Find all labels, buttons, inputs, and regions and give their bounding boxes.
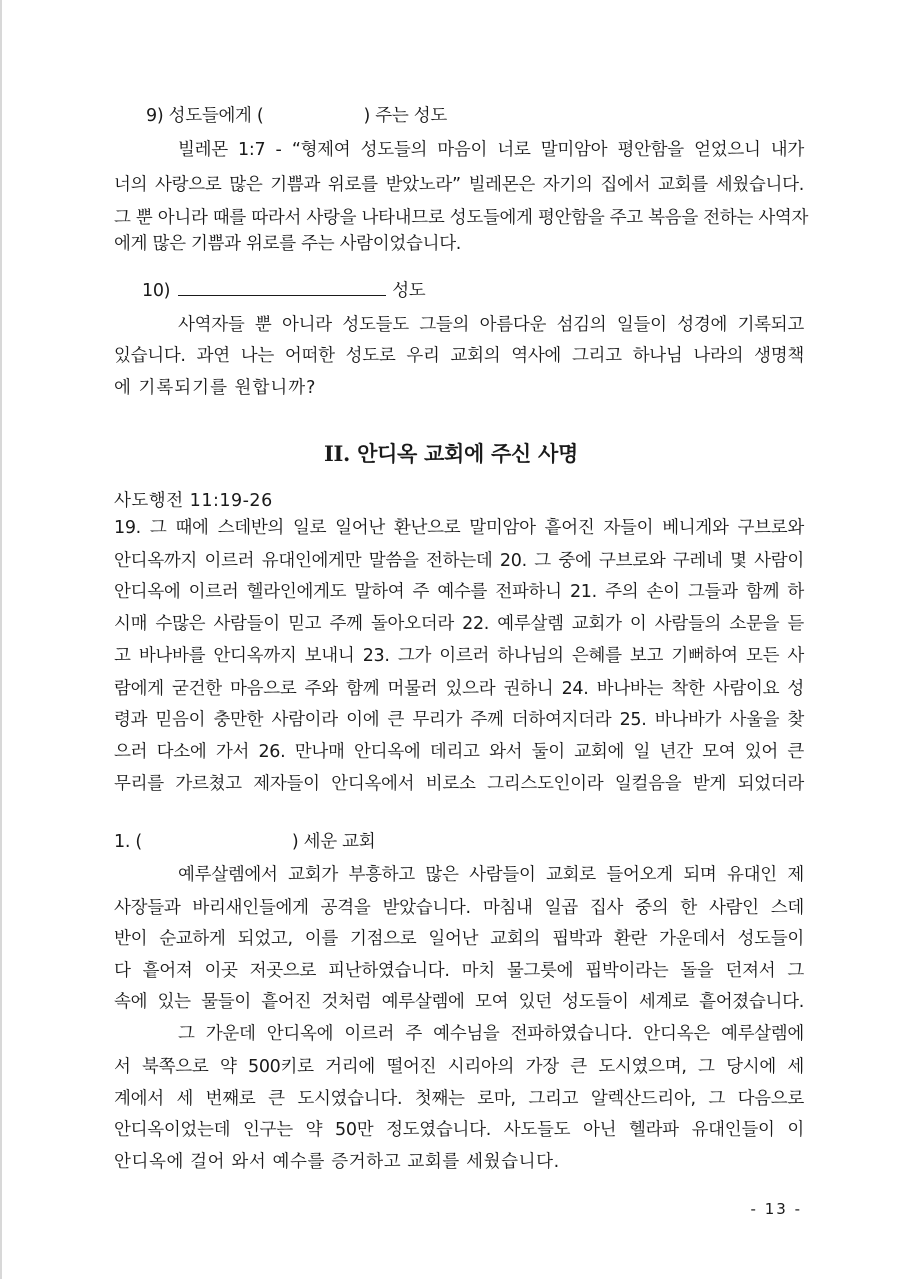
scripture-line-6: 람에게 굳건한 마음으로 주와 함께 머물러 있으라 권하니 24. 바나바는 착한 사람이요 성 xyxy=(114,679,804,699)
point1-line-1: 예루살렘에서 교회가 부흥하고 많은 사람들이 교회로 들어오게 되며 유대인 제 xyxy=(178,865,804,885)
item10-number: 10) xyxy=(142,281,171,301)
scripture-line-3: 안디옥에 이르러 헬라인에게도 말하여 주 예수를 전파하니 21. 주의 손이 그들과 함께 하 xyxy=(114,582,804,602)
point1-line-6: 그 가운데 안디옥에 이르러 주 예수님을 전파하였습니다. 안디옥은 예루살렘에 xyxy=(178,1024,804,1044)
item10-blank-line xyxy=(178,279,386,296)
scripture-line-4: 시매 수많은 사람들이 믿고 주께 돌아오더라 22. 예루살렘 교회가 이 사람들의 소문을 듣 xyxy=(114,614,804,634)
item10-after: 성도 xyxy=(392,281,426,301)
scripture-line-5: 고 바나바를 안디옥까지 보내니 23. 그가 이르러 하나님의 은혜를 보고 기뻐하여 모든 사 xyxy=(114,646,804,666)
scripture-line-2: 안디옥까지 이르러 유대인에게만 말씀을 전하는데 20. 그 중에 구브로와 구레네 몇 사람이 xyxy=(114,551,804,571)
item9-line-1: 빌레몬 1:7 - “형제여 성도들의 마음이 너로 말미암아 평안함을 얻었으니 내가 xyxy=(178,140,804,160)
item9-after: ) 주는 성도 xyxy=(363,106,447,126)
scripture-line-1: 19. 그 때에 스데반의 일로 일어난 환난으로 말미암아 흩어진 자들이 베니게와 구브로와 xyxy=(114,518,804,538)
point1-line-2: 사장들과 바리새인들에게 공격을 받았습니다. 마침내 일곱 집사 중의 한 사람인 스데 xyxy=(114,898,804,918)
point1-line-10: 안디옥에 걸어 와서 예수를 증거하고 교회를 세웠습니다. xyxy=(114,1152,560,1172)
scripture-reference: 사도행전 11:19-26 xyxy=(114,491,273,511)
scripture-line-7: 령과 믿음이 충만한 사람이라 이에 큰 무리가 주께 더하여지더라 25. 바나바가 사울을 찾 xyxy=(114,710,804,730)
item10-line-3: 에 기록되기를 원합니까? xyxy=(114,378,317,398)
item9-line-4: 에게 많은 기쁨과 위로를 주는 사람이었습니다. xyxy=(114,234,462,254)
point1-line-4: 다 흩어져 이곳 저곳으로 피난하였습니다. 마치 물그릇에 핍박이라는 돌을 던져서 그 xyxy=(114,961,804,981)
item9-before: 성도들에게 ( xyxy=(168,106,264,126)
point1-number: 1. ( xyxy=(114,832,142,852)
page-number: - 13 - xyxy=(750,1200,802,1218)
item9-heading xyxy=(146,104,836,128)
scripture-line-8: 으러 다소에 가서 26. 만나매 안디옥에 데리고 와서 둘이 교회에 일 년간 모여 있어 큰 xyxy=(114,742,804,762)
item10-heading xyxy=(142,279,832,303)
item9-line-3: 그 뿐 아니라 때를 따라서 사랑을 나타내므로 성도들에게 평안함을 주고 복음을 전하는 사역자 xyxy=(114,208,809,228)
section-title: II. 안디옥 교회에 주신 사명 xyxy=(324,441,578,466)
point1-heading xyxy=(114,830,804,854)
scripture-line-9: 무리를 가르쳤고 제자들이 안디옥에서 비로소 그리스도인이라 일컬음을 받게 되었더라 xyxy=(114,774,804,794)
page-edge xyxy=(0,0,2,1279)
point1-line-9: 안디옥이었는데 인구는 약 50만 정도였습니다. 사도들도 아닌 헬라파 유대인들이 이 xyxy=(114,1120,804,1140)
point1-line-7: 서 북쪽으로 약 500키로 거리에 떨어진 시리아의 가장 큰 도시였으며, 그 당시에 세 xyxy=(114,1057,804,1077)
item9-number: 9) xyxy=(146,106,164,126)
point1-after: ) 세운 교회 xyxy=(291,832,376,852)
point1-line-8: 계에서 세 번째로 큰 도시였습니다. 첫째는 로마, 그리고 알렉산드리아, 그 다음으로 xyxy=(114,1089,804,1109)
point1-line-3: 반이 순교하게 되었고, 이를 기점으로 일어난 교회의 핍박과 환란 가운데서 성도들이 xyxy=(114,929,804,949)
item9-line-2: 너의 사랑으로 많은 기쁨과 위로를 받았노라” 빌레몬은 자기의 집에서 교회를 세웠습니다. xyxy=(114,175,804,195)
item10-line-2: 있습니다. 과연 나는 어떠한 성도로 우리 교회의 역사에 그리고 하나님 나라의 생명책 xyxy=(114,346,804,366)
item10-line-1: 사역자들 뿐 아니라 성도들도 그들의 아름다운 섬김의 일들이 성경에 기록되고 xyxy=(178,315,804,335)
point1-line-5: 속에 있는 물들이 흩어진 것처럼 예루살렘에 모여 있던 성도들이 세계로 흩어졌습니다. xyxy=(114,992,804,1012)
